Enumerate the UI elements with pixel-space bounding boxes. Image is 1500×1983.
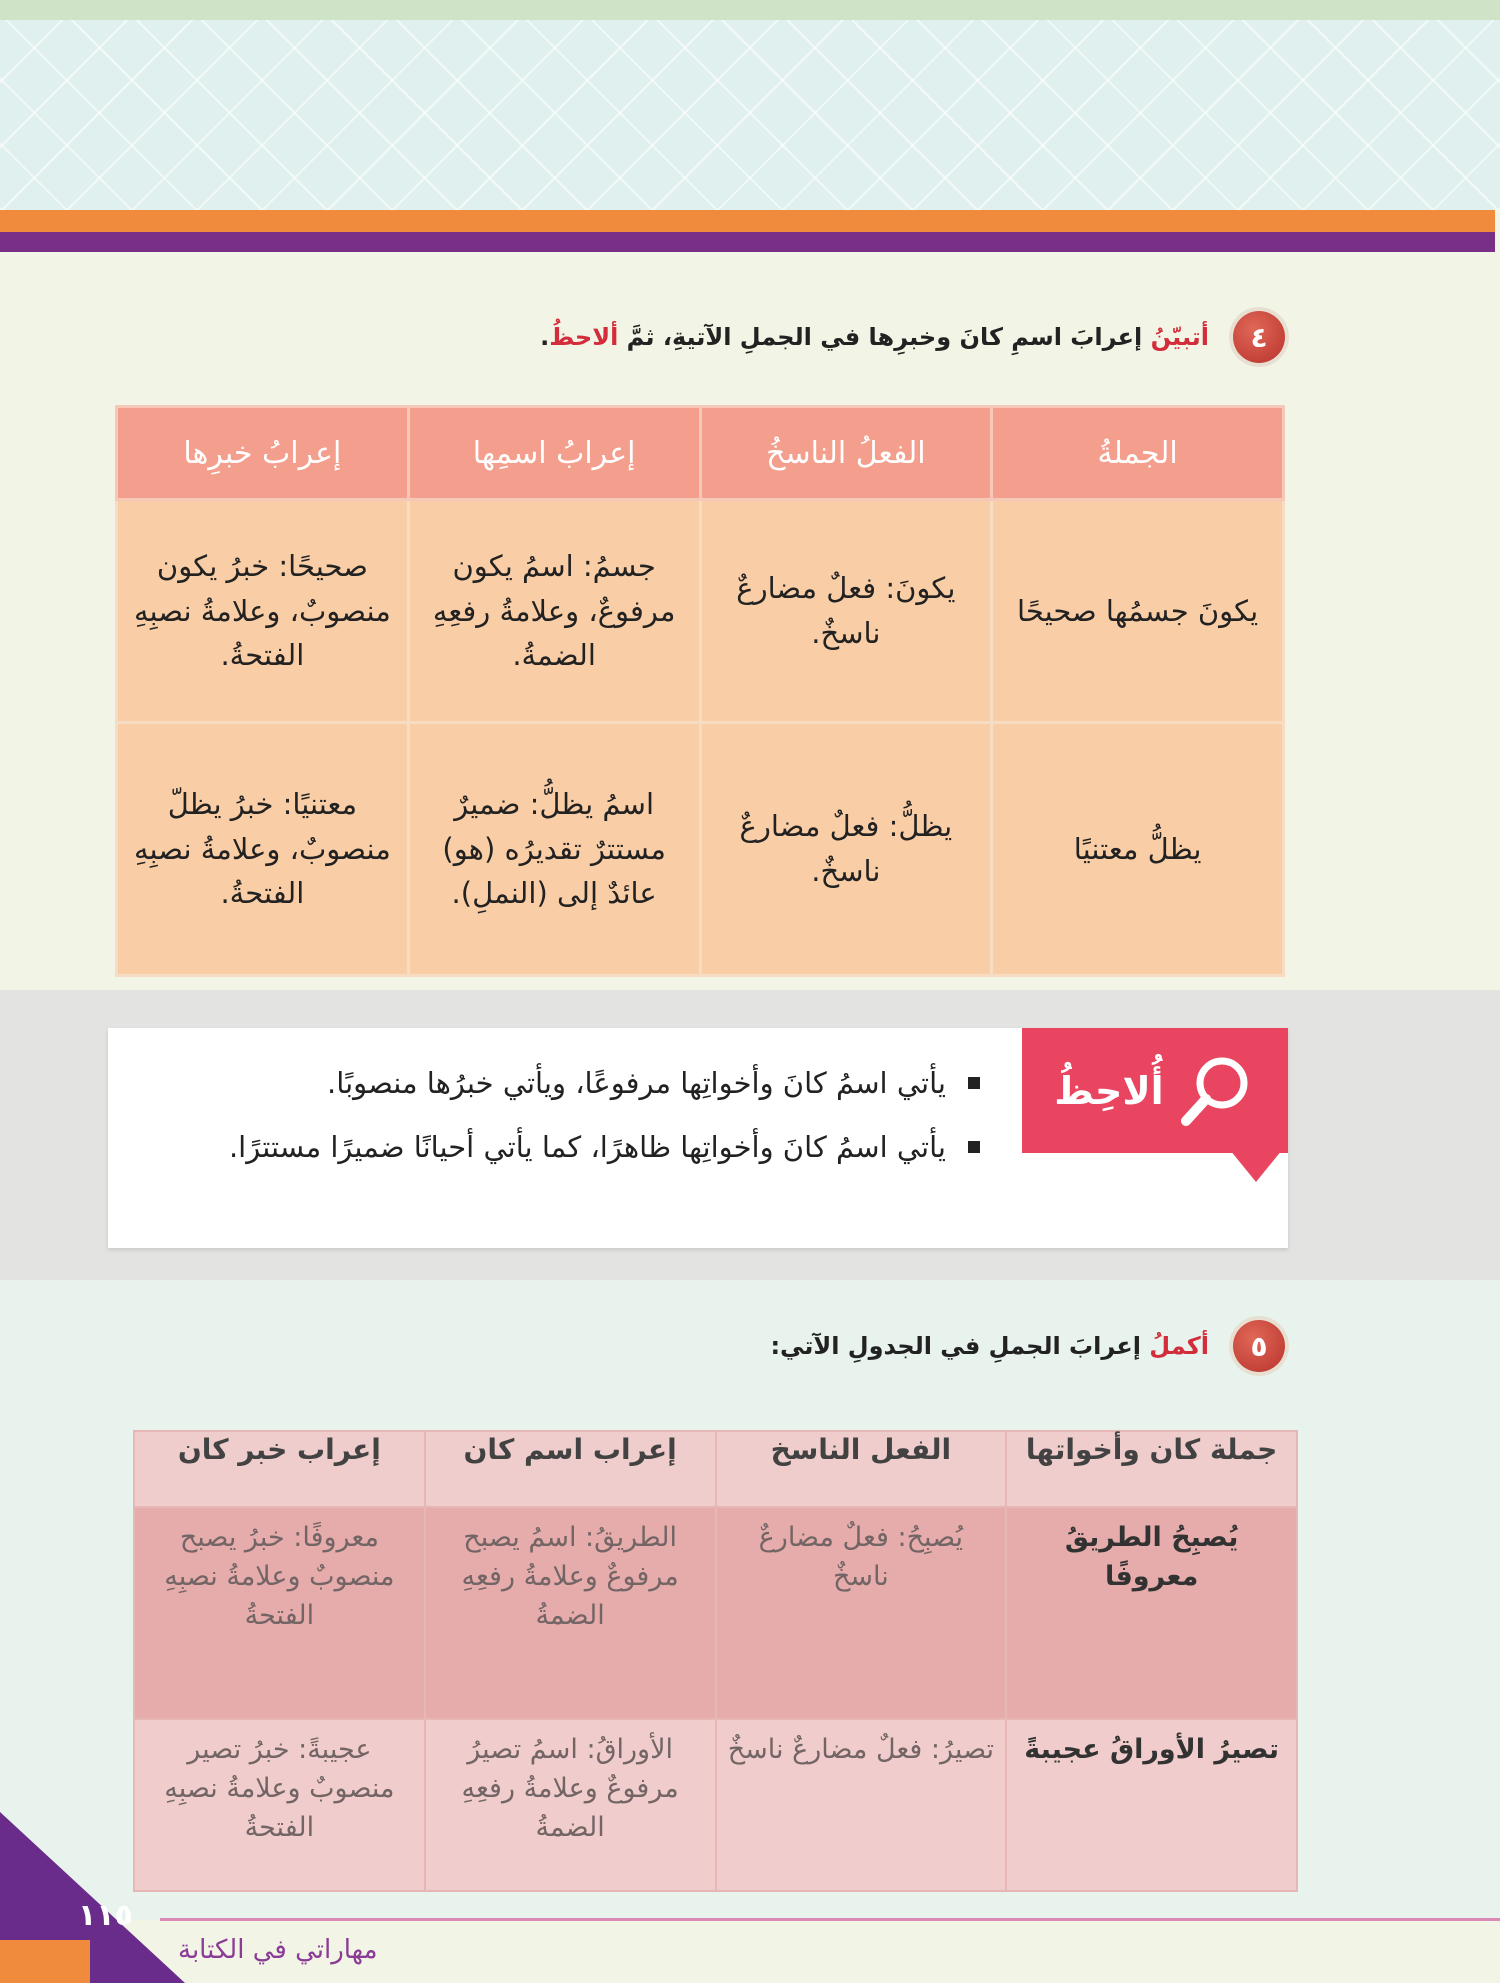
- question-verb: أتبيّنُ: [1150, 323, 1209, 351]
- table-cell: تصيرُ الأوراقُ عجيبةً: [1006, 1719, 1297, 1891]
- bullet-icon: [968, 1077, 980, 1089]
- table-cell: يظلُّ: فعلٌ مضارعٌ ناسخٌ.: [700, 723, 992, 976]
- note-title: أُلاحِظُ: [1054, 1068, 1164, 1113]
- decorative-pattern-band: [0, 0, 1500, 210]
- question-text: إعرابَ الجملِ في الجدولِ الآتي:: [770, 1332, 1150, 1360]
- table-cell: جسمُ: اسمُ يكون مرفوعٌ، وعلامةُ رفعِهِ الضمةُ.: [408, 500, 700, 723]
- table-header: جملة كان وأخواتها: [1006, 1431, 1297, 1507]
- table-cell: عجيبةً: خبرُ تصير منصوبٌ وعلامةُ نصبِهِ الفتحةُ: [134, 1719, 425, 1891]
- table-row: [134, 1719, 1297, 1891]
- table-row: [134, 1507, 1297, 1719]
- table-header: إعراب اسم كان: [425, 1431, 716, 1507]
- question-verb: أكملُ: [1149, 1332, 1209, 1360]
- question-number-badge: ٤: [1233, 311, 1285, 363]
- table-cell: يكونَ: فعلٌ مضارعٌ ناسخٌ.: [700, 500, 992, 723]
- table-cell: يُصبِحُ: فعلٌ مضارعٌ ناسخٌ: [716, 1507, 1007, 1719]
- table-header: الفعلُ الناسخُ: [700, 407, 992, 500]
- parsing-table: [115, 405, 1285, 977]
- table-cell: يُصبِحُ الطريقُ معروفًا: [1006, 1507, 1297, 1719]
- question-5: [770, 1320, 1285, 1372]
- table-header: إعرابُ خبرِها: [117, 407, 409, 500]
- table-cell: اسمُ يظلُّ: ضميرٌ مستترٌ تقديرُه (هو) عائدٌ إلى (النملِ).: [408, 723, 700, 976]
- bullet-icon: [968, 1141, 980, 1153]
- table-header: إعرابُ اسمِها: [408, 407, 700, 500]
- table-cell: يكونَ جسمُها صحيحًا: [992, 500, 1284, 723]
- note-list: [120, 1066, 980, 1194]
- question-verb-2: ألاحظُ: [549, 323, 619, 351]
- page-number: ١١٥: [78, 1898, 133, 1933]
- table-row: [117, 723, 1284, 976]
- table-cell: معروفًا: خبرُ يصبح منصوبٌ وعلامةُ نصبِهِ الفتحةُ: [134, 1507, 425, 1719]
- note-item: يأتي اسمُ كانَ وأخواتِها ظاهرًا، كما يأتي أحيانًا ضميرًا مستترًا.: [120, 1130, 980, 1164]
- question-text: إعرابَ اسمِ كانَ وخبرِها في الجملِ الآتيةِ، ثمَّ: [618, 323, 1151, 351]
- table-cell: الأوراقُ: اسمُ تصيرُ مرفوعٌ وعلامةُ رفعِهِ الضمةُ: [425, 1719, 716, 1891]
- book-title: مهاراتي في الكتابة: [178, 1935, 378, 1965]
- table-cell: معتنيًا: خبرُ يظلّ منصوبٌ، وعلامةُ نصبِهِ الفتحةُ.: [117, 723, 409, 976]
- note-item: يأتي اسمُ كانَ وأخواتِها مرفوعًا، ويأتي خبرُها منصوبًا.: [120, 1066, 980, 1100]
- table-row: [117, 500, 1284, 723]
- note-tab-tail: [1230, 1150, 1282, 1182]
- table-header: الفعل الناسخ: [716, 1431, 1007, 1507]
- purple-stripe: [0, 232, 1495, 252]
- orange-stripe: [0, 210, 1495, 232]
- question-4-text: أتبيّنُ إعرابَ اسمِ كانَ وخبرِها في الجملِ الآتيةِ، ثمَّ ألاحظُ.: [540, 323, 1209, 351]
- completion-table: [133, 1430, 1298, 1892]
- table-cell: تصيرُ: فعلٌ مضارعٌ ناسخٌ: [716, 1719, 1007, 1891]
- note-tab: [1022, 1028, 1288, 1153]
- table-header: إعراب خبر كان: [134, 1431, 425, 1507]
- table-cell: يظلُّ معتنيًا: [992, 723, 1284, 976]
- top-strip: [0, 0, 1500, 20]
- question-number-badge: ٥: [1233, 1320, 1285, 1372]
- magnifier-icon: [1176, 1051, 1256, 1131]
- table-cell: الطريقُ: اسمُ يصبح مرفوعٌ وعلامةُ رفعِهِ الضمةُ: [425, 1507, 716, 1719]
- question-4: [540, 311, 1285, 363]
- footer-divider: [160, 1918, 1500, 1921]
- table-cell: صحيحًا: خبرُ يكون منصوبٌ، وعلامةُ نصبِهِ الفتحةُ.: [117, 500, 409, 723]
- question-5-text: [770, 1332, 1209, 1360]
- corner-orange-block: [0, 1940, 90, 1983]
- table-header: الجملةُ: [992, 407, 1284, 500]
